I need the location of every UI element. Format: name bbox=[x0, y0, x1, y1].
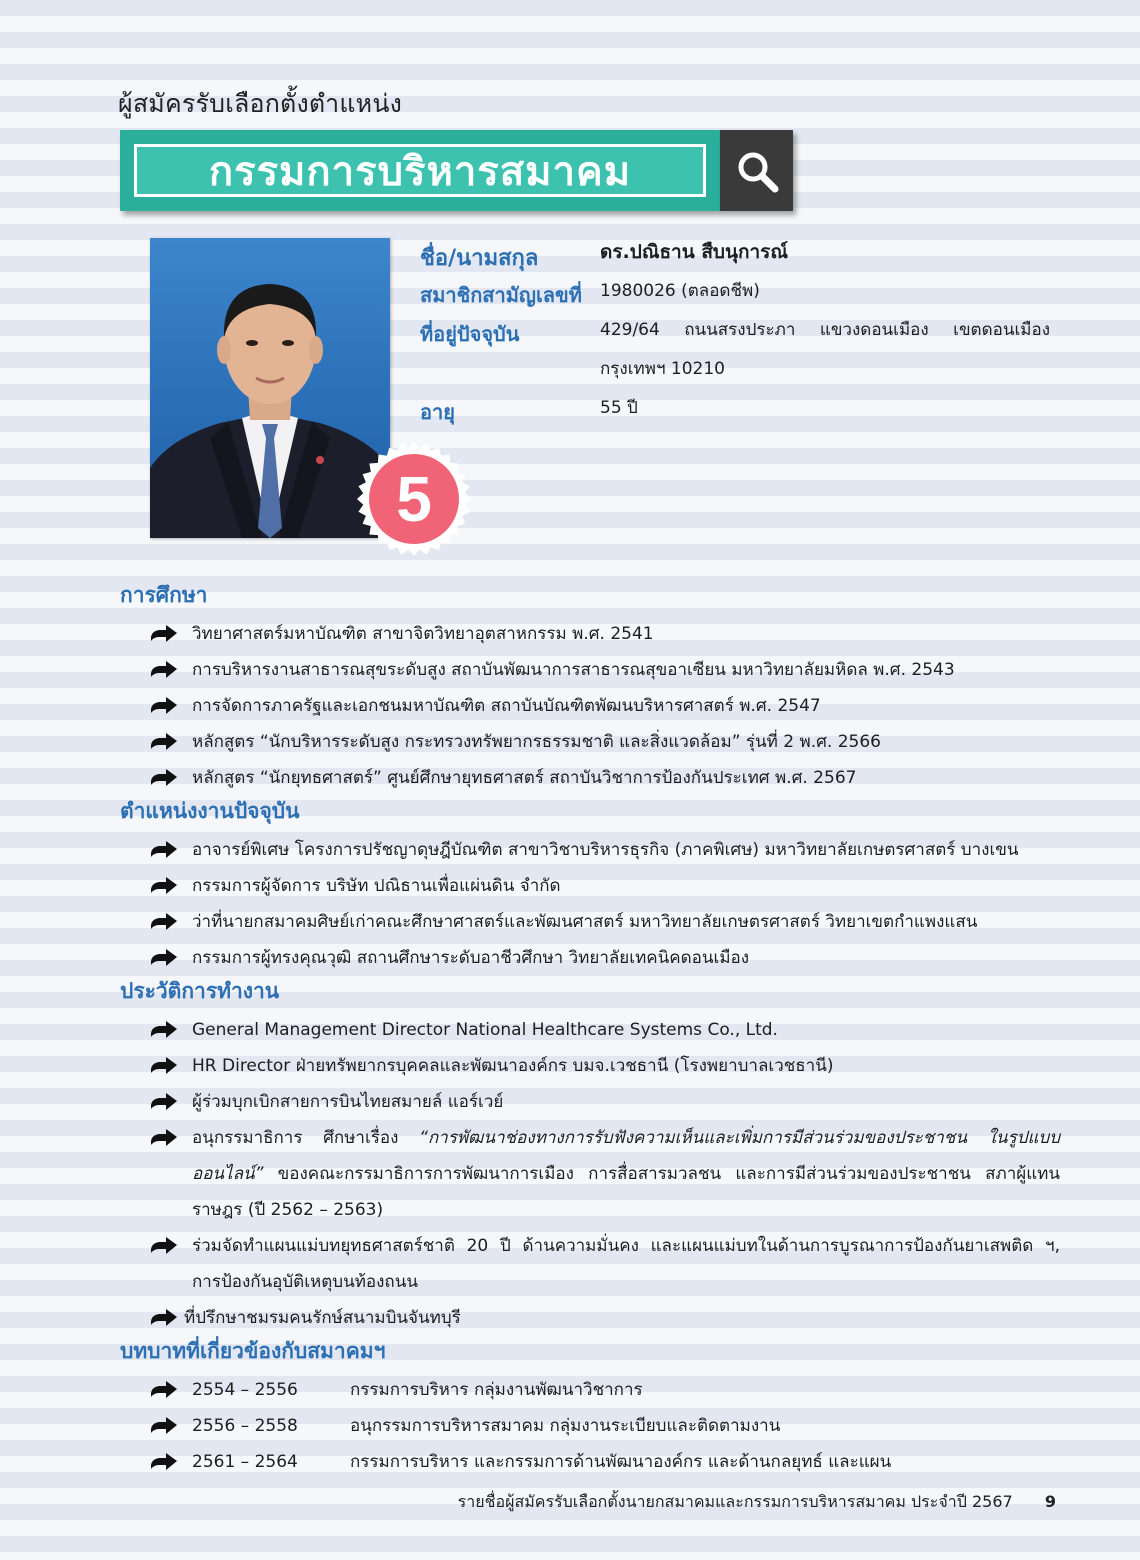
footer-text: รายชื่อผู้สมัครรับเลือกตั้งนายกสมาคมและกรรมการบริหารสมาคม ประจำปี 2567 bbox=[457, 1492, 1013, 1511]
list-item: อาจารย์พิเศษ โครงการปรัชญาดุษฎีบัณฑิต สาขาวิชาบริหารธุรกิจ (ภาคพิเศษ) มหาวิทยาลัยเกษตรศาสตร์ บางเขน bbox=[120, 832, 1060, 868]
arrow-icon bbox=[150, 1236, 178, 1256]
arrow-icon bbox=[150, 840, 178, 860]
candidate-info bbox=[420, 240, 1060, 435]
arrow-icon bbox=[150, 1128, 178, 1148]
current-position-title: ตำแหน่งงานปัจจุบัน bbox=[120, 799, 300, 823]
arrow-icon bbox=[150, 696, 178, 716]
list-item: วิทยาศาสตร์มหาบัณฑิต สาขาจิตวิทยาอุตสาหกรรม พ.ศ. 2541 bbox=[120, 616, 1060, 652]
age-value: 55 ปี bbox=[600, 398, 638, 418]
name-value: ดร.ปณิธาน สืบนุการณ์ bbox=[600, 241, 788, 263]
list-item: อนุกรรมาธิการ ศึกษาเรื่อง “การพัฒนาช่องทางการรับฟังความเห็นและเพิ่มการมีส่วนร่วมของประชาชน ในรูปแบบออนไลน์” ของคณะกรรมาธิการการพัฒนาการเมือง การสื่อสารมวลชน และการมีส่วนร่วมของประชาชน สภาผู้แทนราษฎร (ปี 2562 – 2563) bbox=[120, 1120, 1060, 1228]
list-item: ผู้ร่วมบุกเบิกสายการบินไทยสมายล์ แอร์เวย์ bbox=[120, 1084, 1060, 1120]
list-item: การจัดการภาครัฐและเอกชนมหาบัณฑิต สถาบันบัณฑิตพัฒนบริหารศาสตร์ พ.ศ. 2547 bbox=[120, 688, 1060, 724]
list-item: General Management Director National Healthcare Systems Co., Ltd. bbox=[120, 1012, 1060, 1048]
candidate-number: 5 bbox=[396, 463, 432, 535]
study-topic: “การพัฒนาช่องทางการรับฟังความเห็นและเพิ่มการมีส่วนร่วมของประชาชน ในรูปแบบออนไลน์” bbox=[192, 1128, 1060, 1184]
list-item: ร่วมจัดทำแผนแม่บทยุทธศาสตร์ชาติ 20 ปี ด้านความมั่นคง และแผนแม่บทในด้านการบูรณาการป้องกันยาเสพติด ฯ, การป้องกันอุบัติเหตุบนท้องถนน bbox=[120, 1228, 1060, 1300]
list-item: HR Director ฝ่ายทรัพยากรบุคคลและพัฒนาองค์กร บมจ.เวชธานี (โรงพยาบาลเวชธานี) bbox=[120, 1048, 1060, 1084]
arrow-icon bbox=[150, 948, 178, 968]
arrow-icon bbox=[150, 1380, 178, 1400]
address-value: 429/64 ถนนสรงประภา แขวงดอนเมือง เขตดอนเมือง กรุงเทพฯ 10210 bbox=[600, 320, 1050, 379]
arrow-icon bbox=[150, 1020, 178, 1040]
arrow-icon bbox=[150, 660, 178, 680]
title-banner bbox=[120, 130, 720, 211]
name-label: ชื่อ/นามสกุล bbox=[420, 246, 539, 271]
search-button[interactable] bbox=[720, 130, 793, 211]
page-title: กรรมการบริหารสมาคม bbox=[208, 148, 632, 195]
age-row bbox=[420, 396, 1060, 435]
list-item: หลักสูตร “นักยุทธศาสตร์” ศูนย์ศึกษายุทธศาสตร์ สถาบันวิชาการป้องกันประเทศ พ.ศ. 2567 bbox=[120, 760, 1060, 796]
list-item: กรรมการผู้ทรงคุณวุฒิ สถานศึกษาระดับอาชีวศึกษา วิทยาลัยเทคนิคดอนเมือง bbox=[120, 940, 1060, 976]
member-value: 1980026 (ตลอดชีพ) bbox=[600, 281, 760, 301]
footer bbox=[458, 1490, 1056, 1515]
arrow-icon bbox=[150, 768, 178, 788]
arrow-icon bbox=[150, 1092, 178, 1112]
arrow-icon bbox=[150, 1056, 178, 1076]
arrow-icon bbox=[150, 624, 178, 644]
arrow-icon bbox=[150, 876, 178, 896]
list-item: 2556 – 2558 อนุกรรมการบริหารสมาคม กลุ่มงานระเบียบและติดตามงาน bbox=[120, 1408, 1060, 1444]
candidate-number-badge bbox=[356, 441, 472, 557]
page-number: 9 bbox=[1044, 1492, 1056, 1511]
arrow-icon bbox=[150, 1308, 178, 1328]
arrow-icon bbox=[150, 1452, 178, 1472]
work-history-title: ประวัติการทำงาน bbox=[120, 979, 280, 1003]
candidate-photo bbox=[150, 238, 390, 538]
profile-sections bbox=[120, 580, 1060, 1480]
age-label: อายุ bbox=[420, 400, 455, 424]
list-item: กรรมการผู้จัดการ บริษัท ปณิธานเพื่อแผ่นดิน จำกัด bbox=[120, 868, 1060, 904]
address-label: ที่อยู่ปัจจุบัน bbox=[420, 322, 520, 346]
association-roles-title: บทบาทที่เกี่ยวข้องกับสมาคมฯ bbox=[120, 1339, 386, 1363]
title-banner-frame bbox=[134, 144, 706, 197]
list-item: หลักสูตร “นักบริหารระดับสูง กระทรวงทรัพยากรธรรมชาติ และสิ่งแวดล้อม” รุ่นที่ 2 พ.ศ. 2566 bbox=[120, 724, 1060, 760]
portrait-illustration bbox=[150, 238, 390, 538]
search-icon bbox=[734, 148, 780, 194]
arrow-icon bbox=[150, 1416, 178, 1436]
list-item: ที่ปรึกษาชมรมคนรักษ์สนามบินจันทบุรี bbox=[120, 1300, 1060, 1336]
education-title: การศึกษา bbox=[120, 583, 208, 607]
list-item: ว่าที่นายกสมาคมศิษย์เก่าคณะศึกษาศาสตร์และพัฒนศาสตร์ มหาวิทยาลัยเกษตรศาสตร์ วิทยาเขตกำแพงแสน bbox=[120, 904, 1060, 940]
member-label: สมาชิกสามัญเลขที่ bbox=[420, 283, 582, 307]
section-kicker: ผู้สมัครรับเลือกตั้งตำแหน่ง bbox=[118, 89, 403, 118]
list-item: การบริหารงานสาธารณสุขระดับสูง สถาบันพัฒนาการสาธารณสุขอาเซียน มหาวิทยาลัยมหิดล พ.ศ. 2543 bbox=[120, 652, 1060, 688]
arrow-icon bbox=[150, 912, 178, 932]
arrow-icon bbox=[150, 732, 178, 752]
list-item: 2554 – 2556 กรรมการบริหาร กลุ่มงานพัฒนาวิชาการ bbox=[120, 1372, 1060, 1408]
list-item: 2561 – 2564 กรรมการบริหาร และกรรมการด้านพัฒนาองค์กร และด้านกลยุทธ์ และแผน bbox=[120, 1444, 1060, 1480]
address-row bbox=[420, 318, 1060, 396]
